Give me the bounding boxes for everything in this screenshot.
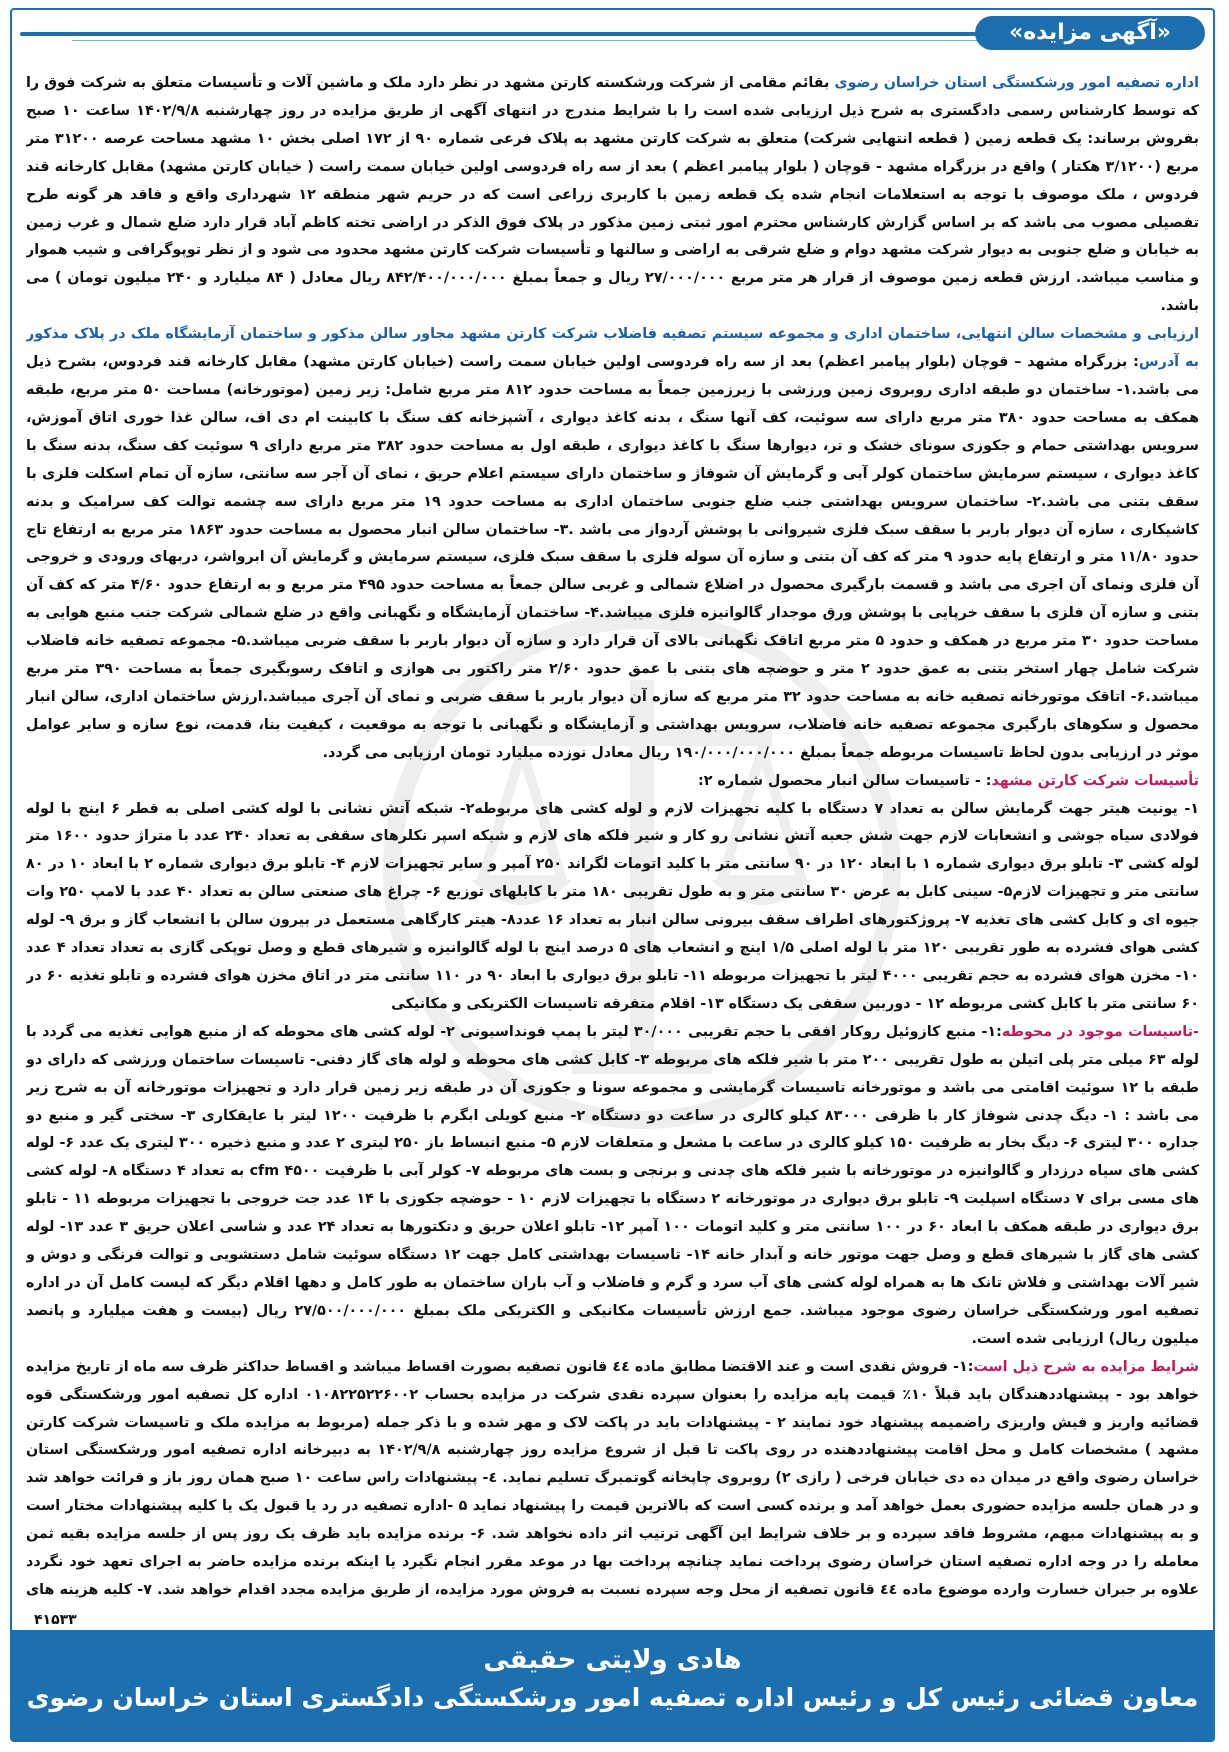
facilities-heading: تأسیسات شرکت کارتن مشهد (991, 772, 1199, 789)
paragraph-conditions (26, 1354, 1199, 1610)
signatory-name: هادی ولایتی حقیقی (483, 1645, 742, 1675)
signature-footer (12, 1630, 1213, 1740)
facilities-description: ۱- یونیت هیتر جهت گرمایش سالن به تعداد ۷ دستگاه با کلیه تجهیزات لازم و لوله کشی های مربوطه۲- شبکه آتش نشانی با لوله کشی اصلی به قطر ۶ اینچ با لوله فولادی سیاه جوشی و انشعابات لازم جهت شش جعبه آتش نشانی رو کار و شیر فلکه های لازم و شبکه اسپر نکلرهای سقفی به تعداد ۲۴۰ عدد با متراژ حدود ۱۶۰۰ متر لوله کشی ۳- تابلو برق دیواری شماره ۱ با ابعاد ۱۲۰ در ۹۰ سانتی متر با کلید اتومات لگراند ۲۵۰ آمپر و سایر تجهیزات لازم ۴- تابلو برق دیواری شماره ۲ با ابعاد ۱۰ در ۸۰ سانتی متر و تجهیزات لازم۵- سینی کابل به عرض ۳۰ سانتی متر و به طول تقریبی ۱۸۰ متر با کابلهای توزیع ۶- چراغ های صنعتی سالن به تعداد ۴۰ عدد با لامپ ۲۵۰ وات جیوه ای و کابل کشی های تغذیه ۷- پروژکتورهای اطراف سقف بیرونی سالن انبار به تعداد ۱۶ عدد۸- هیتر کارگاهی مستعمل در بیرون سالن با انشعاب گاز و برق ۹- لوله کشی هوای فشرده به طور تقریبی ۱۲۰ متر با لوله اصلی ۱/۵ اینچ و انشعاب های ۵ درصد اینچ با لوله گالوانیزه و شیرهای قطع و وصل توپکی گازی به تعداد تعداد ۴ عدد ۱۰- مخزن هوای فشرده به حجم تقریبی ۴۰۰۰ لیتر با تجهیزات مربوطه ۱۱- تابلو برق دیواری با ابعاد ۹۰ در ۱۱۰ سانتی متر در اتاق مخزن هوای فشرده و تابلو تغذیه ۶۰ در ۶۰ سانتی متر با کابل کشی مربوطه ۱۲ - دوربین سقفی یک دستگاه ۱۳- اقلام متفرقه تاسیسات الکتریکی و مکانیکی (26, 800, 1199, 1012)
header-divider (20, 32, 1013, 36)
buildings-heading: ارزیابی و مشخصات سالن انتهایی، ساختمان اداری و مجموعه سیستم تصفیه فاضلاب شرکت کارتن مشهد مجاور سالن مذکور و ساختمان آزمایشگاه ملک در پلاک مذکور به آدرس (26, 326, 1199, 371)
organization-name: اداره تصفیه امور ورشکستگی استان خراسان رضوی (834, 75, 1199, 91)
facilities-subheading: : - تاسیسات سالن انبار محصول شماره ۲: (697, 772, 992, 789)
signatory-role: معاون قضائی رئیس کل و رئیس اداره تصفیه امور ورشکستگی دادگستری استان خراسان رضوی (26, 1683, 1199, 1712)
site-facilities-description: :۱- منبع کازوئیل روکار افقی با حجم تقریبی ۳۰/۰۰۰ لیتر با پمپ فونداسیونی ۲- لوله کشی های محوطه که از منبع هوایی تغذیه می گردد با لوله ۶۳ میلی متر پلی اتیلن به طول تقریبی ۲۰۰ متر با شیر فلکه های مربوطه ۳- کابل کشی های محوطه و لوله های گاز دفنی- تاسیسات ساختمان ورزشی که دارای دو طبقه با ۱۲ سوئیت اقامتی می باشد و موتورخانه تاسیسات گرمایشی و مجموعه سونا و جکوزی آن در طبقه زیر زمین قرار دارد و تجهیزات موتورخانه آن به شرح زیر می باشد : ۱- دیگ چدنی شوفاژ کار با ظرفی ۸۳۰۰۰ کیلو کالری در ساعت دو دستگاه ۲- منبع کویلی ابگرم با ظرفیت ۱۲۰۰ لیتر با عایقکاری ۳- سختی گیر و منبع دو جداره ۳۰۰ لیتری ۶- دیگ بخار به ظرفیت ۱۵۰ کیلو کالری در ساعت با مشعل و متعلقات لازم ۵- منبع انبساط باز ۲۵۰ لیتری ۲ عدد و منبع ذخیره ۳۰۰ لیتری یک عدد ۶- لوله کشی های سیاه درزدار و گالوانیزه در موتورخانه با شیر فلکه های چدنی و برنجی و بست های مربوطه ۷- کولر آبی با ظرفیت ۴۵۰۰ cfm به تعداد ۴ دستگاه ۸- لوله کشی های مسی برای ۷ دستگاه اسپلیت ۹- تابلو برق دیواری در موتورخانه ۲ دستگاه با تجهیزات لازم ۱۰ - حوضچه جکوزی با ۱۴ عدد جت خروجی با تجهیزات مربوطه ۱۱ - تابلو برق دیواری در طبقه همکف با ابعاد ۶۰ در ۱۰۰ سانتی متر و کلید اتومات ۱۰۰ آمپر ۱۲- تابلو اعلان حریق و دتکتورها به تعداد ۲۴ عدد و شاسی اعلان حریق ۳ عدد ۱۳- لوله کشی های گاز با شیرهای قطع و وصل جهت موتور خانه و آبدار خانه ۱۴- تاسیسات بهداشتی کامل جهت ۱۲ دستگاه سوئیت شامل دستشویی و توالت فرنگی و دوش و شیر آلات بهداشتی و فلاش تانک ها به همراه لوله کشی های آب سرد و گرم و فاضلاب و آب باران ساختمان به طور کامل و دهها اقلام دیگر که لیست کامل آن در اداره تصفیه امور ورشکستگی خراسان رضوی موجود میباشد. جمع ارزش تأسیسات مکانیکی و الکتریکی ملک بمبلغ ۲۷/۵۰۰/۰۰۰/۰۰۰ ریال (بیست و هفت میلیارد و پانصد میلیون ریال) ارزیابی شده است. (26, 1023, 1199, 1347)
notice-title: «آگهی مزایده» (975, 16, 1205, 50)
site-facilities-heading: -تاسیسات موجود در محوطه (1001, 1023, 1199, 1040)
paragraph-land (26, 70, 1199, 321)
buildings-description: : بزرگراه مشهد – قوچان (بلوار پیامبر اعظم) بعد از سه راه فردوسی اولین خیابان سمت راست (خیابان کارتن مشهد) مقابل کارخانه قند فردوس، بشرح ذیل می باشد.۱- ساختمان دو طبقه اداری روبروی زمین ورزشی با زیرزمین جمعاً به مساحت حدود ۸۱۲ متر مربع شامل: زیر زمین (موتورخانه) مساحت ۵۰ متر مربع، طبقه همکف به مساحت حدود ۳۸۰ متر مربع دارای سه سوئیت، کف آنها سنگ ، بدنه کاغذ دیواری ، آشپزخانه کف سنگ با کابینت ام دی اف، سالن غذا خوری اتاق آموزش، سرویس بهداشتی حمام و جکوزی سونای خشک و تر، دیوارها سنگ با کاغذ دیواری ، طبقه اول به مساحت حدود ۳۸۲ متر مربع دارای ۹ سوئیت کف سنگ، بدنه سنگ با کاغذ دیواری ، سیستم سرمایش ساختمان کولر آبی و گرمایش آن شوفاژ و ساختمان دارای سیستم اعلام حریق ، نمای آن آجر سه سانتی، سازه آن تمام اسکلت فلزی با سقف بتنی می باشد.۲- ساختمان سرویس بهداشتی جنب ضلع جنوبی ساختمان اداری به مساحت حدود ۱۹ متر مربع دارای سه چشمه توالت کف سرامیک و بدنه کاشیکاری ، سازه آن دیوار باربر با سقف سبک فلزی شیروانی با پوشش آردواز می باشد .۳- ساختمان سالن انبار محصول به مساحت حدود ۱۸۶۳ متر مربع به ارتفاع تاج حدود ۱۱/۸۰ متر و ارتفاع پایه حدود ۹ متر که کف آن بتنی و سازه آن سوله فلزی با سقف سبک فلزی، سیستم سرمایش و گرمایش آن ابرواشر، دربهای ورودی و خروجی آن فلزی ونمای آن اجری می باشد و قسمت بارگیری محصول در اضلاع شمالی و غربی سالن جمعاً به مساحت حدود ۴۹۵ متر مربع و به ارتفاع حدود ۴/۶۰ متر که کف آن بتنی و سازه آن فلزی با سقف خرپایی با پوشش ورق موجدار گالوانیزه فلزی میباشد.۴- ساختمان آزمایشگاه و نگهبانی واقع در ضلع شمالی شرکت جنب منبع هوایی به مساحت حدود ۳۰ متر مربع در همکف و حدود ۵ متر مربع اتاقک نگهبانی بالای آن قرار دارد و سازه آن دیوار باربر با سقف ضربی میباشد.۵- مجموعه تصفیه خانه فاضلاب شرکت شامل چهار استخر بتنی به عمق حدود ۲ متر و حوضچه های بتنی با عمق حدود ۲/۶۰ متر راکتور بی هوازی و اتاقک رسوبگیری جمعاً به مساحت ۳۹۰ متر مربع میباشد.۶- اتاقک موتورخانه تصفیه خانه به مساحت حدود ۳۲ متر مربع که سازه آن دیوار باربر با سقف ضربی و نمای آن آجری میباشد.ارزش ساختمان اداری، سالن انبار محصول و سکوهای بارگیری مجموعه تصفیه خانه فاضلاب، سرویس بهداشتی و آزمایشگاه و نگهبانی با توجه به موقعیت ، کیفیت بنا، قدمت، نوع سازه و سایر عوامل موثر در ارزیابی بدون لحاظ تاسیسات مربوطه جمعاً بمبلغ ۱۹۰/۰۰۰/۰۰۰/۰۰۰ ریال معادل نوزده میلیارد تومان ارزیابی می گردد. (26, 354, 1199, 761)
paragraph-site-facilities (26, 1019, 1199, 1354)
ad-code: ۴۱۵۳۳ (34, 1612, 77, 1628)
notice-frame (10, 8, 1215, 1742)
paragraph-buildings (26, 321, 1199, 768)
conditions-description: :۱- فروش نقدی است و عند الاقتضا مطابق ماده ٤٤ قانون تصفیه بصورت اقساط میباشد و اقساط حداکثر ظرف سه ماه از تاریخ مزایده خواهد بود - پیشنهاددهندگان باید قبلاً ۱۰٪ قیمت پایه مزایده را بعنوان سپرده نقدی شرکت در مزایده بحساب ۰۱۰۸۲۲۵۲۲۶۰۰۲ اداره کل تصفیه امور ورشکستگی قوه قضائیه واریز و فیش واریزی راضمیمه پیشنهاد خود نمایند ۲ - پیشنهادات باید در پاکت لاک و مهر شده و با ذکر جمله (مربوط به مزایده ملک و تاسیسات شرکت کارتن مشهد ) مشخصات کامل و محل اقامت پیشنهاددهنده در روی پاکت تا قبل از شروع مزایده روز چهارشنبه ۱۴۰۲/۹/۸ به دبیرخانه اداره تصفیه امور ورشکستگی استان خراسان رضوی واقع در میدان ده دی خیابان فرخی ( رازی ۲) روبروی چاپخانه گوتمبرگ تسلیم نماید. ٤- پیشنهادات راس ساعت ۱۰ صبح همان روز باز و قرائت خواهد شد و در همان جلسه مزایده حضوری بعمل خواهد آمد و برنده کسی است که بالاترین قیمت را پیشنهاد نماید ۵ -اداره تصفیه در رد یا قبول یک یا کلیه پیشنهادات مختار است و به پیشنهادات مبهم، مشروط فاقد سپرده و بر خلاف شرایط این آگهی ترتیب اثر داده نخواهد شد. ۶- برنده مزایده باید ظرف یک روز پس از جلسه مزایده بقیه ثمن معامله را در وجه اداره تصفیه استان خراسان رضوی پرداخت نماید چنانچه پرداخت بها در موعد مقرر انجام نگیرد یا اینکه برنده مزایده حاضر به اجرای تعهد خود نگردد علاوه بر جبران خسارت وارده موضوع ماده ٤٤ قانون تصفیه از محل وجه سپرده نسبت به فروش مورد مزایده، از طریق مزایده مجدد اقدام خواهد شد. ۷- کلیه هزینه های (26, 1358, 1199, 1598)
conditions-heading: شرایط مزایده به شرح ذیل است (973, 1358, 1199, 1375)
paragraph-facilities-list (26, 796, 1199, 1019)
land-description: بقائم مقامی از شرکت ورشکسته کارتن مشهد در نظر دارد ملک و ماشین آلات و تأسیسات متعلق به شرکت فوق را که توسط کارشناس رسمی دادگستری به شرح ذیل ارزیابی شده است را با شرایط مندرج در انتهای آگهی از طریق مزایده در روز چهارشنبه ۱۴۰۲/۹/۸ ساعت ۱۰ صبح بفروش برساند: یک قطعه زمین ( قطعه انتهایی شرکت) متعلق به شرکت کارتن مشهد به پلاک فرعی شماره ۹۰ از ۱۷۲ اصلی بخش ۱۰ مشهد مساحت عرصه ۳۱۲۰۰ متر مربع (۳/۱۲۰۰ هکتار ) واقع در بزرگراه مشهد - قوچان ( بلوار پیامبر اعظم ) بعد از سه راه فردوسی اولین خیابان سمت راست ( خیابان کارتن مشهد) مقابل کارخانه قند فردوس ، ملک موصوف با توجه به استعلامات انجام شده یک قطعه زمین با کاربری زراعی است که در حریم شهر منطقه ۱۲ شهرداری واقع و فاقد هر گونه طرح تفصیلی مصوب می باشد که بر اساس گزارش کارشناس محترم امور ثبتی زمین مذکور در پلاک فوق الذکر در اراضی تخته کاظم آباد قرار دارد ضلع شمال و غرب زمین به خیابان و ضلع جنوبی به دیوار شرکت مشهد دوام و ضلع شرقی به اراضی و سالنها و تأسیسات شرکت کارتن مشهد محدود می شود و از نظر توپوگرافی و شیب هموار و مناسب میباشد. ارزش قطعه زمین موصوف از قرار هر متر مربع ۲۷/۰۰۰/۰۰۰ ریال و جمعاً بمبلغ ۸۴۲/۴۰۰/۰۰۰/۰۰۰ ریال معادل ( ۸۴ میلیارد و ۲۴۰ میلیون تومان ) می باشد. (26, 75, 1199, 315)
notice-body (26, 70, 1199, 1610)
paragraph-facilities (26, 768, 1199, 796)
header-divider-thin (72, 40, 1013, 41)
